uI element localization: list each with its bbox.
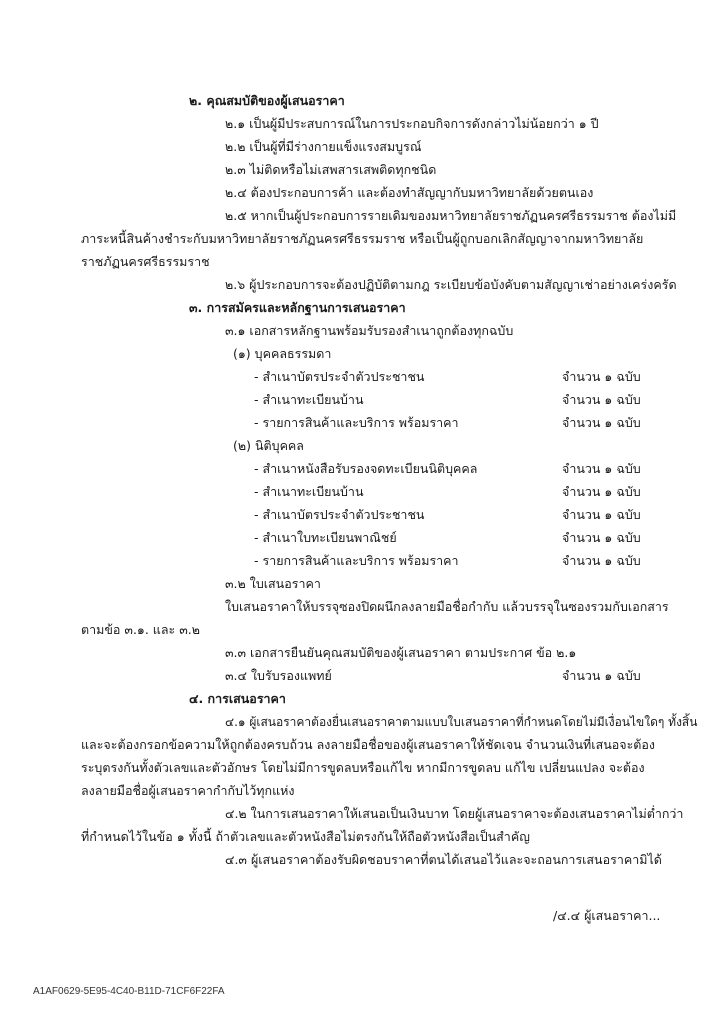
item-2-3: ๒.๓ ไม่ติดหรือไม่เสพสารเสพติดทุกชนิด (225, 162, 437, 177)
item-3-3: ๓.๓ เอกสารยืนยันคุณสมบัติของผู้เสนอราคา ตามประกาศ ข้อ ๒.๑ (225, 645, 577, 660)
item-3-4-qty: จำนวน ๑ ฉบับ (562, 668, 641, 683)
person-doc-3-qty: จำนวน ๑ ฉบับ (562, 415, 641, 430)
item-2-1: ๒.๑ เป็นผู้มีประสบการณ์ในการประกอบกิจการดังกล่าวไม่น้อยกว่า ๑ ปี (225, 116, 599, 131)
section-4-heading: ๔. การเสนอราคา (189, 691, 286, 706)
juristic-doc-4-qty: จำนวน ๑ ฉบับ (562, 530, 641, 545)
section-2-heading: ๒. คุณสมบัติของผู้เสนอราคา (189, 93, 345, 108)
juristic-doc-1: - สำเนาหนังสือรับรองจดทะเบียนนิติบุคคล (254, 461, 478, 476)
item-3-2-line1: ใบเสนอราคาให้บรรจุซองปิดผนึกลงลายมือชื่อกำกับ แล้วบรรจุในซองรวมกับเอกสาร (225, 599, 669, 614)
person-heading: (๑) บุคคลธรรมดา (233, 346, 332, 361)
p-4-1-line2: และจะต้องกรอกข้อความให้ถูกต้องครบถ้วน ลงลายมือชื่อของผู้เสนอราคาให้ชัดเจน จำนวนเงินที่เสนอจะต้อง (81, 737, 656, 752)
document-id-footer: A1AF0629-5E95-4C40-B11D-71CF6F22FA (33, 986, 225, 997)
item-2-6: ๒.๖ ผู้ประกอบการจะต้องปฏิบัติตามกฎ ระเบียบข้อบังคับตามสัญญาเช่าอย่างเคร่งครัด (225, 277, 677, 292)
person-doc-2: - สำเนาทะเบียนบ้าน (254, 392, 364, 407)
p-4-1-line4: ลงลายมือชื่อผู้เสนอราคากำกับไว้ทุกแห่ง (81, 783, 295, 798)
person-doc-1-qty: จำนวน ๑ ฉบับ (562, 369, 641, 384)
person-doc-3: - รายการสินค้าและบริการ พร้อมราคา (254, 415, 459, 430)
item-3-2-line2: ตามข้อ ๓.๑. และ ๓.๒ (81, 622, 200, 637)
p-4-2-line1: ๔.๒ ในการเสนอราคาให้เสนอเป็นเงินบาท โดยผู้เสนอราคาจะต้องเสนอราคาไม่ต่ำกว่า (225, 806, 684, 821)
item-3-4: ๓.๔ ใบรับรองแพทย์ (225, 668, 332, 683)
p-4-1-line3: ระบุตรงกันทั้งตัวเลขและตัวอักษร โดยไม่มีการขูดลบหรือแก้ไข หากมีการขูดลบ แก้ไข เปลี่ยนแปลง จะต้อง (81, 760, 645, 775)
p-4-1-line1: ๔.๑ ผู้เสนอราคาต้องยื่นเสนอราคาตามแบบใบเสนอราคาที่กำหนดโดยไม่มีเงื่อนไขใดๆ ทั้งสิ้น (225, 715, 698, 729)
juristic-doc-3: - สำเนาบัตรประจำตัวประชาชน (254, 507, 425, 522)
item-2-5-line3: ราชภัฏนครศรีธรรมราช (81, 254, 210, 269)
juristic-doc-2: - สำเนาทะเบียนบ้าน (254, 484, 364, 499)
item-2-5-line2: ภาระหนี้สินค้างชำระกับมหาวิทยาลัยราชภัฏนครศรีธรรมราช หรือเป็นผู้ถูกบอกเลิกสัญญาจากมหาวิทยาลัย (81, 231, 644, 246)
juristic-heading: (๒) นิติบุคคล (233, 438, 304, 453)
person-doc-1: - สำเนาบัตรประจำตัวประชาชน (254, 369, 425, 384)
p-4-2-line2: ที่กำหนดไว้ในข้อ ๑ ทั้งนี้ ถ้าตัวเลขและตัวหนังสือไม่ตรงกันให้ถือตัวหนังสือเป็นสำคัญ (81, 829, 530, 844)
p-4-3: ๔.๓ ผู้เสนอราคาต้องรับผิดชอบราคาที่ตนได้เสนอไว้และจะถอนการเสนอราคามิได้ (225, 852, 662, 867)
juristic-doc-1-qty: จำนวน ๑ ฉบับ (562, 461, 641, 476)
item-2-2: ๒.๒ เป็นผู้ที่มีร่างกายแข็งแรงสมบูรณ์ (225, 139, 422, 154)
juristic-doc-5: - รายการสินค้าและบริการ พร้อมราคา (254, 553, 459, 568)
juristic-doc-2-qty: จำนวน ๑ ฉบับ (562, 484, 641, 499)
item-2-5-line1: ๒.๕ หากเป็นผู้ประกอบการรายเดิมของมหาวิทยาลัยราชภัฏนครศรีธรรมราช ต้องไม่มี (225, 208, 677, 223)
juristic-doc-5-qty: จำนวน ๑ ฉบับ (562, 553, 641, 568)
section-3-heading: ๓. การสมัครและหลักฐานการเสนอราคา (189, 300, 406, 315)
juristic-doc-4: - สำเนาใบทะเบียนพาณิชย์ (254, 530, 397, 545)
item-2-4: ๒.๔ ต้องประกอบการค้า และต้องทำสัญญากับมหาวิทยาลัยด้วยตนเอง (225, 185, 594, 200)
item-3-2: ๓.๒ ใบเสนอราคา (225, 576, 321, 591)
person-doc-2-qty: จำนวน ๑ ฉบับ (562, 392, 641, 407)
juristic-doc-3-qty: จำนวน ๑ ฉบับ (562, 507, 641, 522)
item-3-1: ๓.๑ เอกสารหลักฐานพร้อมรับรองสำเนาถูกต้องทุกฉบับ (225, 323, 514, 338)
continuation-note: /๔.๔ ผู้เสนอราคา... (553, 908, 661, 923)
